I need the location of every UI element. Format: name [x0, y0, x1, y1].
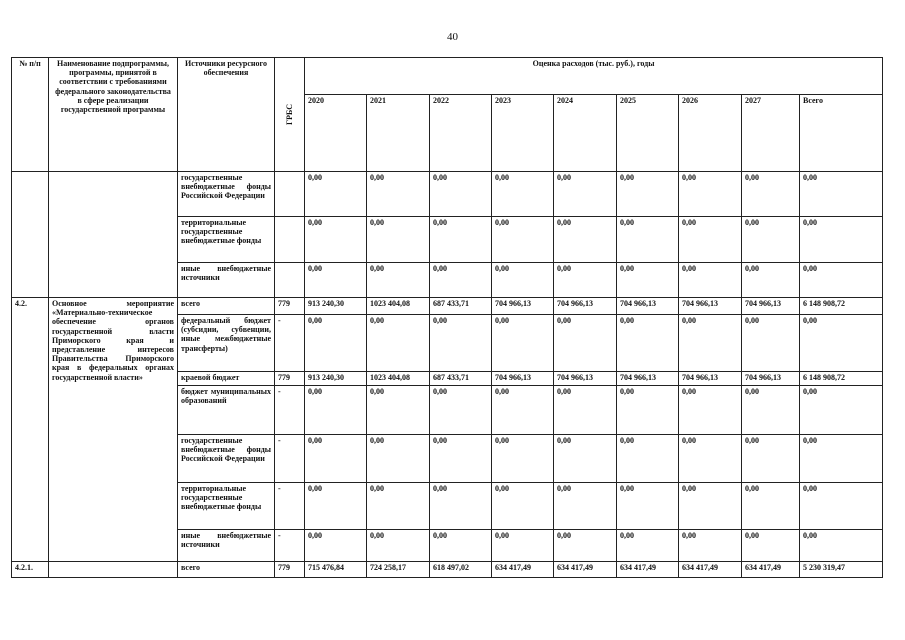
header-year: 2023 [492, 95, 554, 172]
row-value-cell: 0,00 [305, 435, 367, 483]
row-value-cell: 0,00 [742, 435, 800, 483]
row-value-cell: 618 497,02 [430, 562, 492, 578]
row-source-cell: бюджет муниципальных образований [178, 386, 275, 435]
row-value-cell: 0,00 [742, 386, 800, 435]
row-value-cell: 0,00 [554, 483, 617, 530]
header-sources: Источники ресурсного обеспечения [178, 58, 275, 172]
row-value-cell: 0,00 [679, 263, 742, 298]
row-value-cell: 0,00 [742, 172, 800, 217]
row-value-cell: 0,00 [617, 483, 679, 530]
row-source-cell: иные внебюджетные источники [178, 530, 275, 562]
row-value-cell: 0,00 [492, 530, 554, 562]
row-value-cell: 704 966,13 [492, 298, 554, 315]
row-source-cell: государственные внебюджетные фонды Российской Федерации [178, 172, 275, 217]
row-value-cell: 0,00 [679, 530, 742, 562]
row-number-cell [12, 172, 49, 298]
header-year: 2027 [742, 95, 800, 172]
row-value-cell: 0,00 [617, 530, 679, 562]
row-value-cell: 0,00 [617, 315, 679, 372]
row-value-cell: 0,00 [430, 172, 492, 217]
table-row [12, 562, 883, 578]
row-value-cell: 634 417,49 [554, 562, 617, 578]
row-number-cell: 4.2. [12, 298, 49, 562]
header-year: 2024 [554, 95, 617, 172]
row-value-cell: 704 966,13 [742, 372, 800, 386]
row-value-cell: 0,00 [430, 217, 492, 263]
header-year: 2021 [367, 95, 430, 172]
row-value-cell: 0,00 [305, 263, 367, 298]
table-row [12, 298, 883, 315]
row-grbs-cell [275, 172, 305, 217]
row-value-cell: 634 417,49 [492, 562, 554, 578]
row-value-cell: 704 966,13 [554, 372, 617, 386]
row-value-cell: 0,00 [554, 435, 617, 483]
row-value-cell: 0,00 [800, 217, 883, 263]
row-value-cell: 715 476,84 [305, 562, 367, 578]
row-name-cell: Основное мероприятие «Материально-техническое обеспечение органов государственной власти Приморского края и представление интересов Правительства Приморского края в федеральных органах государственной власти» [49, 298, 178, 562]
row-value-cell: 1023 404,08 [367, 372, 430, 386]
row-value-cell: 0,00 [367, 483, 430, 530]
row-value-cell: 704 966,13 [492, 372, 554, 386]
row-value-cell: 0,00 [492, 217, 554, 263]
row-value-cell: 0,00 [367, 530, 430, 562]
row-value-cell: 6 148 908,72 [800, 372, 883, 386]
header-year: 2026 [679, 95, 742, 172]
row-value-cell: 0,00 [492, 483, 554, 530]
row-value-cell: 0,00 [554, 386, 617, 435]
row-value-cell: 704 966,13 [679, 298, 742, 315]
row-source-cell: территориальные государственные внебюджетные фонды [178, 483, 275, 530]
row-value-cell: 0,00 [305, 386, 367, 435]
row-value-cell: 0,00 [679, 435, 742, 483]
header-estimate: Оценка расходов (тыс. руб.), годы [305, 58, 883, 95]
header-year: 2020 [305, 95, 367, 172]
header-name: Наименование подпрограммы, программы, принятой в соответствии с требованиями федерального законодательства в сфере реализации государственной программы [49, 58, 178, 172]
row-value-cell: 0,00 [800, 386, 883, 435]
row-value-cell: 0,00 [367, 435, 430, 483]
row-value-cell: 0,00 [554, 172, 617, 217]
row-value-cell: 6 148 908,72 [800, 298, 883, 315]
row-value-cell: 0,00 [679, 172, 742, 217]
row-grbs-cell [275, 263, 305, 298]
row-grbs-cell: 779 [275, 298, 305, 315]
row-value-cell: 634 417,49 [617, 562, 679, 578]
header-year: 2022 [430, 95, 492, 172]
row-grbs-cell: - [275, 483, 305, 530]
row-value-cell: 0,00 [617, 263, 679, 298]
row-value-cell: 0,00 [305, 530, 367, 562]
row-value-cell: 704 966,13 [617, 372, 679, 386]
row-value-cell: 0,00 [492, 386, 554, 435]
table-row [12, 172, 883, 217]
row-value-cell: 0,00 [554, 263, 617, 298]
header-year: 2025 [617, 95, 679, 172]
expense-table [11, 57, 883, 578]
header-number: № п/п [12, 58, 49, 172]
row-name-cell [49, 562, 178, 578]
row-grbs-cell: - [275, 530, 305, 562]
row-value-cell: 687 433,71 [430, 298, 492, 315]
header-year: Всего [800, 95, 883, 172]
row-value-cell: 0,00 [617, 386, 679, 435]
row-value-cell: 1023 404,08 [367, 298, 430, 315]
row-grbs-cell: 779 [275, 562, 305, 578]
header-grbs-label: ГРБС [284, 104, 294, 125]
row-value-cell: 0,00 [800, 530, 883, 562]
page-number: 40 [447, 31, 458, 43]
row-value-cell: 0,00 [305, 483, 367, 530]
row-value-cell: 0,00 [742, 217, 800, 263]
row-value-cell: 0,00 [367, 315, 430, 372]
row-value-cell: 0,00 [742, 530, 800, 562]
row-value-cell: 0,00 [554, 530, 617, 562]
row-source-cell: всего [178, 298, 275, 315]
row-value-cell: 0,00 [800, 483, 883, 530]
row-value-cell: 634 417,49 [742, 562, 800, 578]
row-value-cell: 687 433,71 [430, 372, 492, 386]
row-source-cell: государственные внебюджетные фонды Российской Федерации [178, 435, 275, 483]
header-grbs [275, 58, 305, 172]
row-value-cell: 913 240,30 [305, 372, 367, 386]
row-value-cell: 0,00 [430, 263, 492, 298]
row-name-cell [49, 172, 178, 298]
row-source-cell: всего [178, 562, 275, 578]
row-value-cell: 0,00 [742, 315, 800, 372]
row-value-cell: 0,00 [492, 435, 554, 483]
row-value-cell: 0,00 [617, 172, 679, 217]
row-value-cell: 0,00 [305, 172, 367, 217]
row-value-cell: 0,00 [492, 172, 554, 217]
row-value-cell: 0,00 [305, 217, 367, 263]
row-value-cell: 913 240,30 [305, 298, 367, 315]
row-number-cell: 4.2.1. [12, 562, 49, 578]
row-source-cell: территориальные государственные внебюджетные фонды [178, 217, 275, 263]
row-value-cell: 0,00 [800, 172, 883, 217]
row-value-cell: 0,00 [742, 263, 800, 298]
row-grbs-cell [275, 217, 305, 263]
row-grbs-cell: - [275, 435, 305, 483]
row-value-cell: 5 230 319,47 [800, 562, 883, 578]
row-value-cell: 0,00 [554, 315, 617, 372]
row-value-cell: 0,00 [554, 217, 617, 263]
row-grbs-cell: - [275, 315, 305, 372]
row-value-cell: 724 258,17 [367, 562, 430, 578]
row-value-cell: 0,00 [367, 263, 430, 298]
row-grbs-cell: - [275, 386, 305, 435]
row-value-cell: 0,00 [742, 483, 800, 530]
row-value-cell: 704 966,13 [742, 298, 800, 315]
row-value-cell: 0,00 [430, 315, 492, 372]
row-value-cell: 0,00 [679, 315, 742, 372]
row-value-cell: 0,00 [679, 483, 742, 530]
row-value-cell: 0,00 [430, 386, 492, 435]
row-value-cell: 0,00 [430, 435, 492, 483]
row-value-cell: 0,00 [800, 315, 883, 372]
row-value-cell: 704 966,13 [679, 372, 742, 386]
row-source-cell: краевой бюджет [178, 372, 275, 386]
row-value-cell: 0,00 [617, 435, 679, 483]
row-source-cell: федеральный бюджет (субсидии, субвенции, иные межбюджетные трансферты) [178, 315, 275, 372]
row-value-cell: 704 966,13 [554, 298, 617, 315]
row-grbs-cell: 779 [275, 372, 305, 386]
row-value-cell: 0,00 [492, 263, 554, 298]
row-value-cell: 0,00 [800, 263, 883, 298]
row-value-cell: 0,00 [305, 315, 367, 372]
row-value-cell: 0,00 [617, 217, 679, 263]
row-value-cell: 0,00 [492, 315, 554, 372]
row-value-cell: 0,00 [679, 217, 742, 263]
row-value-cell: 0,00 [800, 435, 883, 483]
row-value-cell: 0,00 [367, 217, 430, 263]
row-value-cell: 0,00 [367, 172, 430, 217]
row-value-cell: 0,00 [679, 386, 742, 435]
row-value-cell: 0,00 [430, 483, 492, 530]
row-value-cell: 704 966,13 [617, 298, 679, 315]
row-value-cell: 0,00 [430, 530, 492, 562]
row-value-cell: 0,00 [367, 386, 430, 435]
row-source-cell: иные внебюджетные источники [178, 263, 275, 298]
row-value-cell: 634 417,49 [679, 562, 742, 578]
